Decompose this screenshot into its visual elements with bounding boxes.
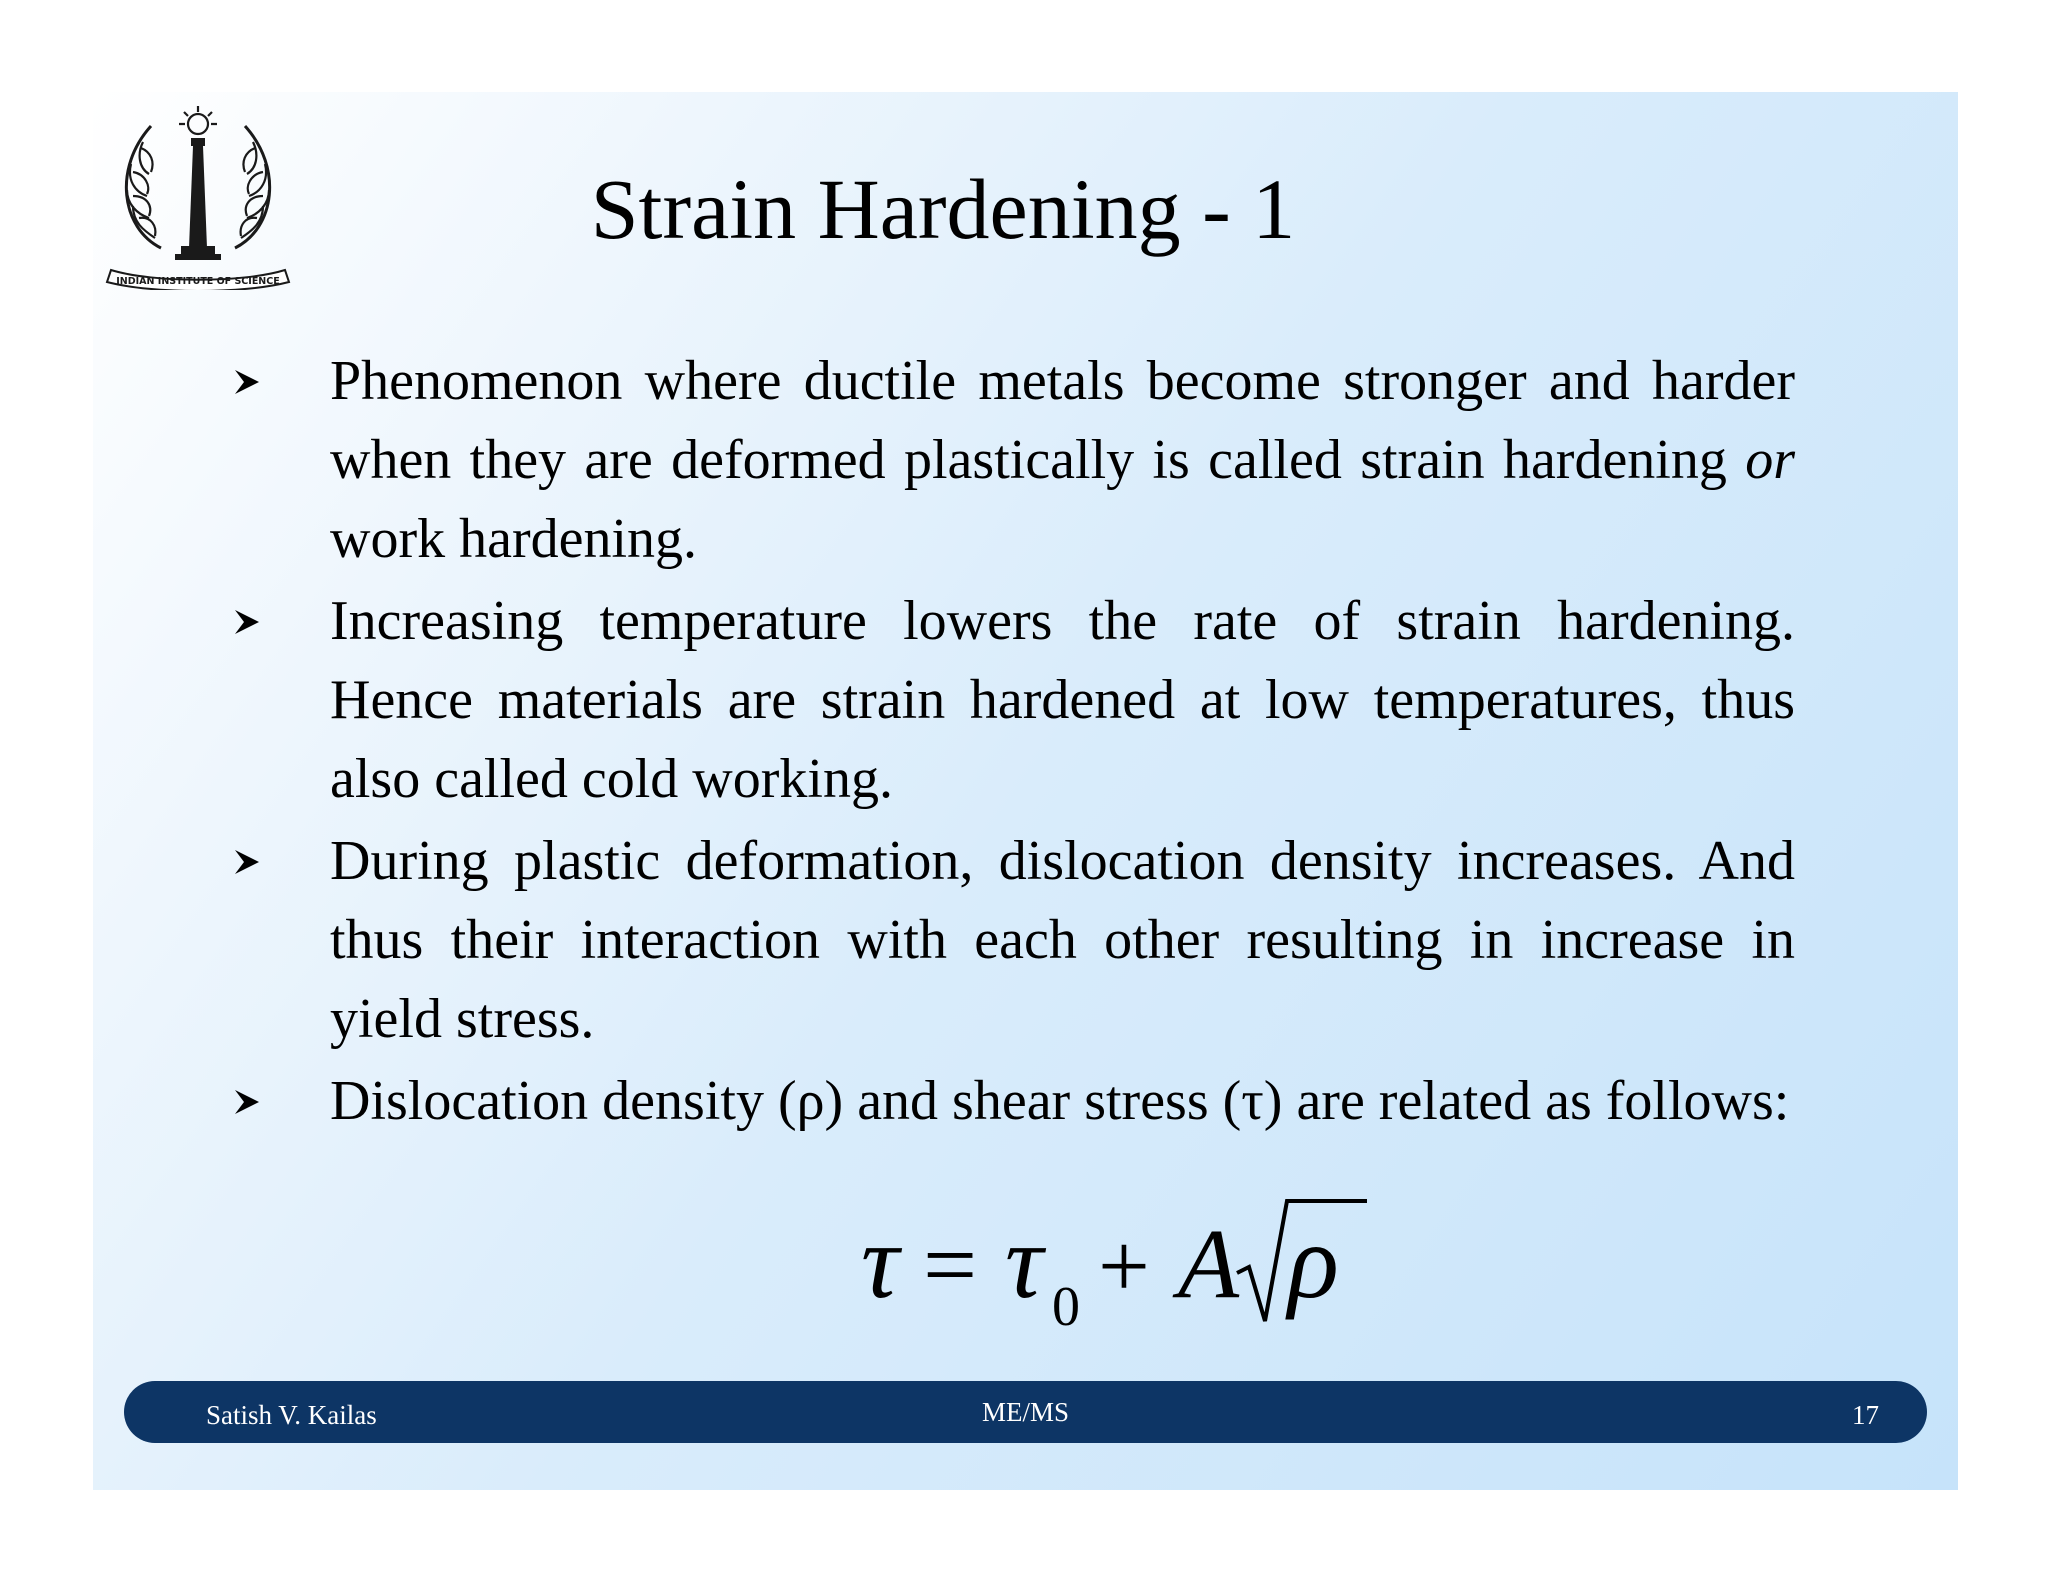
slide — [93, 92, 1958, 1490]
equation — [753, 1185, 1373, 1335]
logo-banner-text: INDIAN INSTITUTE OF SCIENCE — [116, 276, 280, 287]
bullet-text: During plastic deformation, dislocation density increases. And thus their interaction with each other resulting in increase in yield stress. — [330, 830, 1795, 1050]
arrowhead-bullet-icon — [233, 582, 273, 661]
footer-author: Satish V. Kailas — [206, 1400, 377, 1430]
iisc-logo — [103, 98, 293, 290]
bullet-item — [233, 1062, 1795, 1141]
equation-tau0: τ — [1005, 1203, 1043, 1320]
bullet-item — [233, 582, 1795, 819]
equation-coefficient: A — [1178, 1208, 1240, 1319]
slide-title: Strain Hardening - 1 — [590, 161, 1296, 257]
equation-subscript: 0 — [1052, 1276, 1080, 1335]
bullet-text: Dislocation density (ρ) and shear stress (τ) are related as follows: — [330, 1070, 1790, 1132]
equation-lhs: τ — [861, 1203, 899, 1320]
arrowhead-bullet-icon — [233, 342, 273, 421]
equation-plus: + — [1098, 1215, 1150, 1317]
footer-bar — [124, 1381, 1927, 1443]
bullet-emphasis: or — [1745, 429, 1795, 491]
footer-page-number: 17 — [1852, 1400, 1879, 1430]
footer-course: ME/MS — [981, 1397, 1070, 1427]
arrowhead-bullet-icon — [233, 822, 273, 901]
bullet-text: Phenomenon where ductile metals become stronger and harder when they are deformed plastically is called strain hardening — [330, 350, 1795, 491]
equation-radicand: ρ — [1288, 1203, 1339, 1320]
arrowhead-bullet-icon — [233, 1062, 273, 1141]
bullet-item — [233, 822, 1795, 1059]
bullet-text: Increasing temperature lowers the rate of strain hardening. Hence materials are strain hardened at low temperatures, thus also called cold working. — [330, 590, 1795, 810]
bullet-list — [233, 342, 1795, 1144]
bullet-item — [233, 342, 1795, 579]
equation-equals: = — [923, 1211, 978, 1318]
bullet-text-continued: work hardening. — [330, 508, 698, 570]
